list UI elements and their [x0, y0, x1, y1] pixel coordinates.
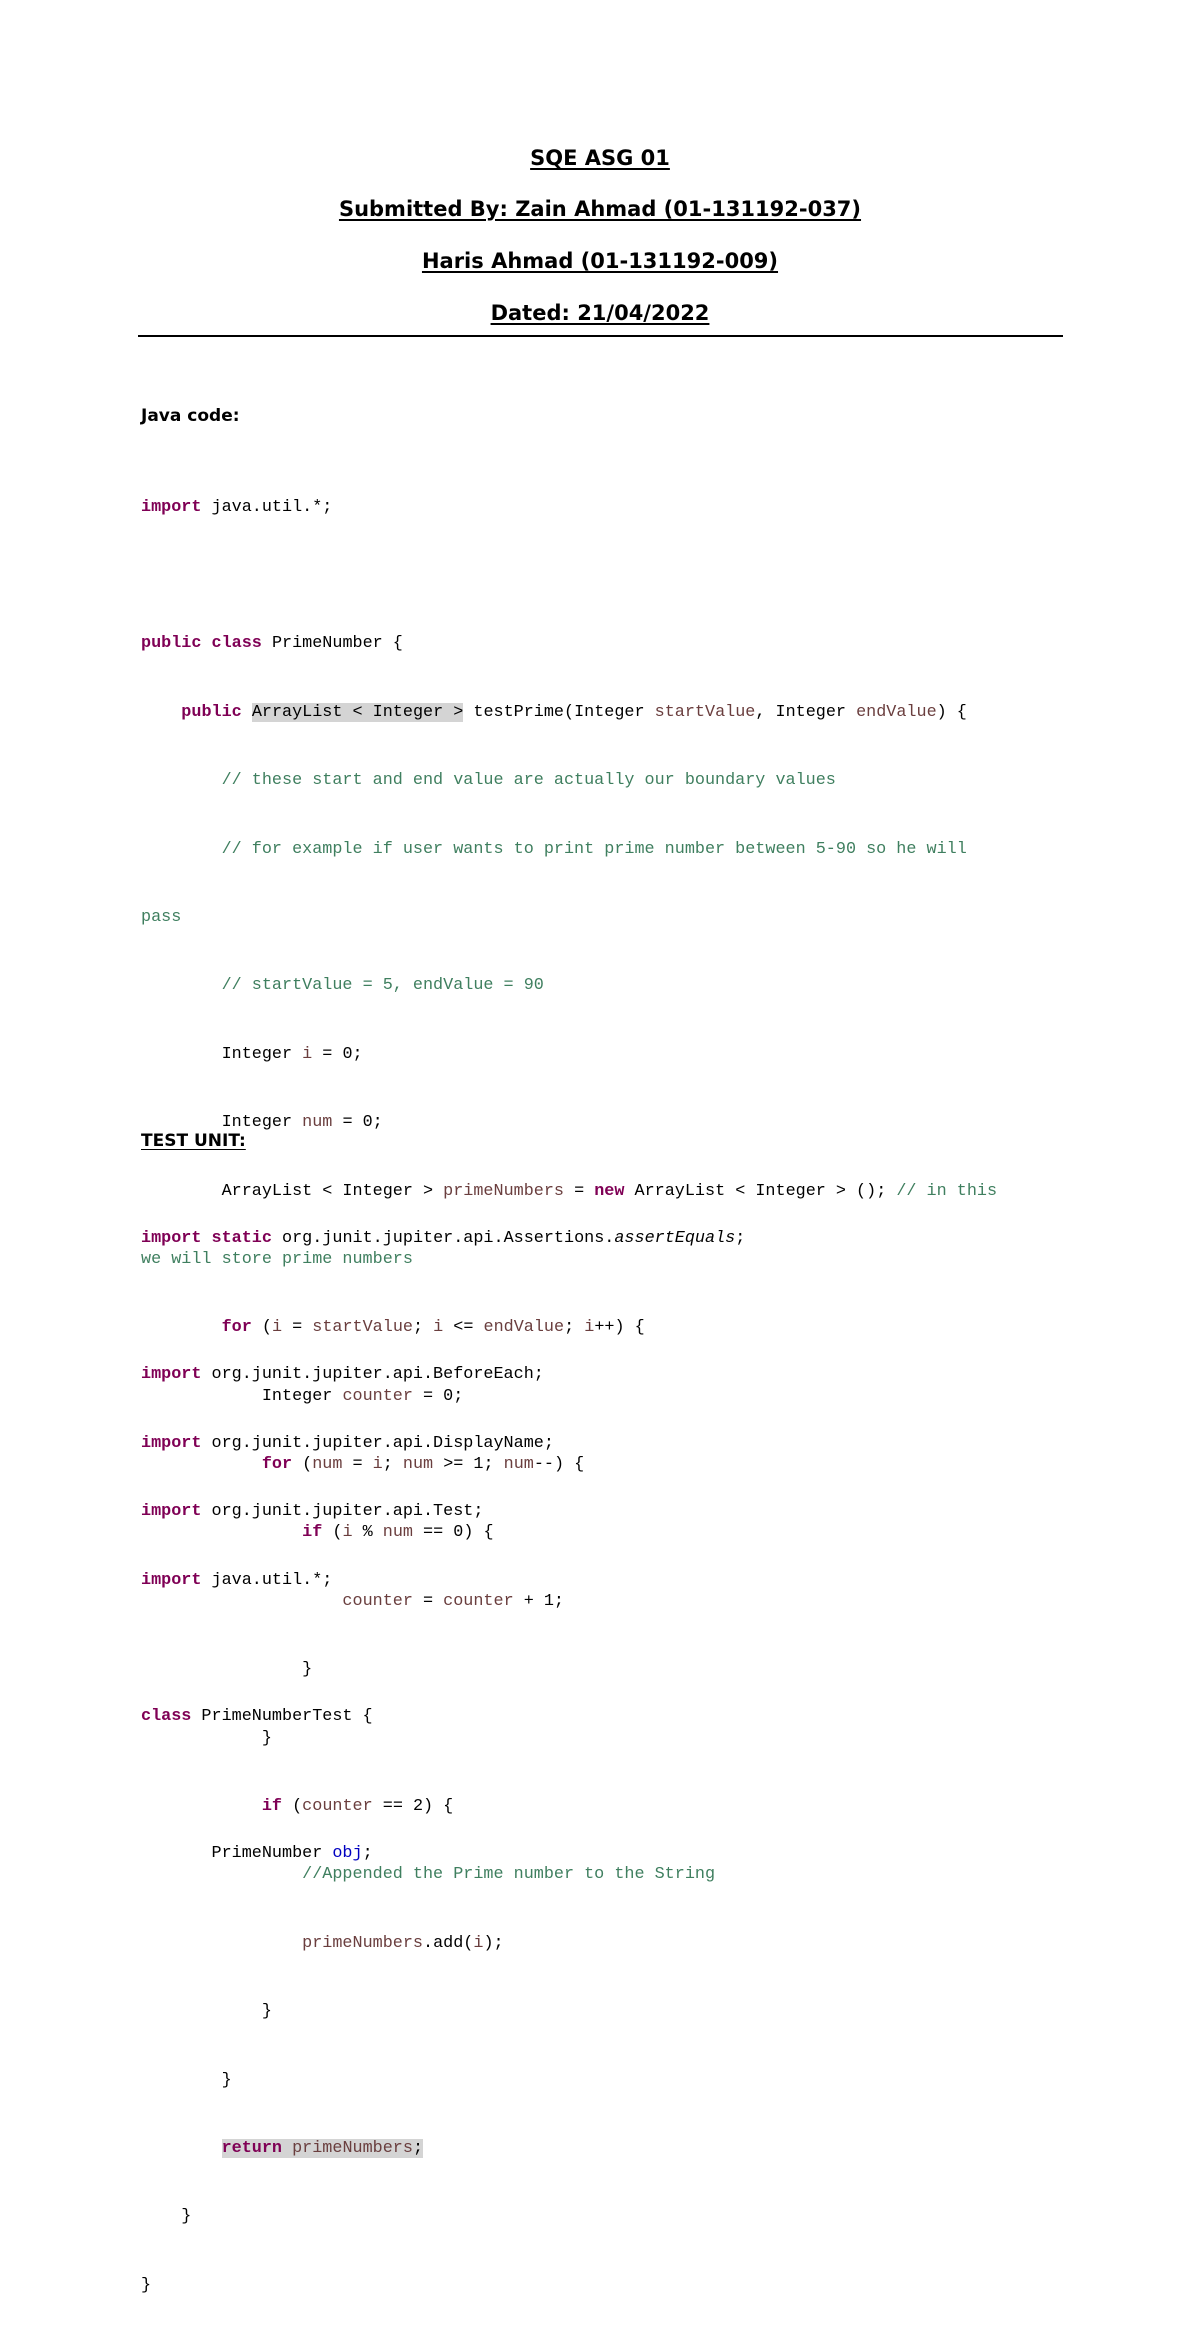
- variable: i: [372, 1455, 383, 1475]
- variable: startValue: [312, 1318, 413, 1338]
- code-text: = 0;: [412, 1386, 464, 1406]
- keyword: import: [141, 1228, 202, 1248]
- variable: endValue: [856, 702, 937, 722]
- code-text: }: [302, 1660, 313, 1680]
- code-text: >= 1;: [433, 1455, 504, 1475]
- code-comment: // these start and end value are actually our boundary values: [221, 771, 836, 791]
- variable: counter: [302, 1797, 373, 1817]
- code-text: org.junit.jupiter.api.DisplayName;: [201, 1433, 554, 1453]
- code-line: [141, 2001, 997, 2024]
- code-line: [141, 2138, 997, 2161]
- code-text: =: [282, 1318, 313, 1338]
- code-text: = 0;: [332, 1113, 383, 1133]
- code-text: org.junit.jupiter.api.BeforeEach;: [201, 1365, 544, 1385]
- header-divider: [138, 335, 1063, 337]
- keyword: for: [221, 1318, 252, 1338]
- variable: primeNumbers: [443, 1181, 564, 1201]
- field-name: obj: [332, 1844, 363, 1864]
- code-line: [141, 975, 997, 998]
- code-line: [141, 1570, 745, 1593]
- code-text: .add(: [423, 1933, 474, 1953]
- code-comment: we will store prime numbers: [141, 1249, 413, 1269]
- code-text: }: [261, 1728, 272, 1748]
- variable: endValue: [483, 1318, 565, 1338]
- code-text: (: [322, 1523, 343, 1543]
- code-text: =: [412, 1591, 444, 1611]
- code-text: Integer: [261, 1386, 343, 1406]
- code-text: =: [342, 1455, 373, 1475]
- keyword: import: [141, 497, 202, 517]
- code-line: [141, 2275, 997, 2298]
- test-code-block: [141, 1182, 745, 1912]
- code-text: + 1;: [513, 1591, 564, 1611]
- variable: num: [302, 1113, 333, 1133]
- code-text: <=: [443, 1318, 484, 1338]
- submitted-by-line: Submitted By: Zain Ahmad (01-131192-037): [338, 197, 862, 221]
- code-text: Integer: [221, 1113, 303, 1133]
- keyword: import: [141, 1502, 202, 1522]
- code-line: [141, 1638, 745, 1661]
- code-text: }: [181, 2207, 192, 2227]
- code-text: PrimeNumber {: [261, 634, 403, 654]
- code-line: [141, 702, 997, 725]
- test-unit-heading: TEST UNIT:: [141, 1131, 246, 1151]
- code-line: [141, 907, 997, 930]
- code-text: ;: [412, 1318, 434, 1338]
- keyword: import: [141, 1433, 202, 1453]
- code-line: [141, 1433, 745, 1456]
- code-text: ;: [412, 2138, 424, 2158]
- code-text: == 0) {: [412, 1523, 494, 1543]
- code-text: ;: [362, 1844, 373, 1864]
- keyword: class: [141, 1707, 192, 1727]
- variable: num: [503, 1455, 534, 1475]
- code-text: %: [352, 1523, 383, 1543]
- code-text: PrimeNumberTest {: [191, 1707, 373, 1727]
- variable: num: [402, 1455, 434, 1475]
- code-line: [141, 633, 997, 656]
- code-text: (: [292, 1455, 313, 1475]
- code-text: ) {: [936, 702, 967, 722]
- code-line: [141, 2070, 997, 2093]
- code-text: }: [221, 2070, 232, 2090]
- code-line: [141, 770, 997, 793]
- variable: num: [382, 1523, 413, 1543]
- code-text: }: [141, 2275, 152, 2295]
- variable: i: [433, 1318, 444, 1338]
- code-line: [141, 565, 997, 588]
- code-text: ArrayList < Integer >: [221, 1181, 444, 1201]
- variable: primeNumbers: [302, 1933, 423, 1953]
- code-line: [141, 497, 997, 520]
- code-text: ArrayList < Integer > ();: [624, 1181, 897, 1201]
- variable: primeNumbers: [282, 2138, 413, 2158]
- code-text: );: [483, 1933, 504, 1953]
- variable: startValue: [654, 702, 756, 722]
- code-text: ;: [382, 1455, 403, 1475]
- code-line: [141, 1706, 745, 1729]
- variable: counter: [342, 1386, 413, 1406]
- code-line: [141, 2206, 997, 2229]
- code-text: ArrayList < Integer >: [251, 702, 464, 722]
- keyword: if: [261, 1797, 283, 1817]
- code-text: }: [261, 2002, 272, 2022]
- keyword: import: [141, 1365, 202, 1385]
- keyword: new: [594, 1181, 625, 1201]
- code-text: org.junit.jupiter.api.Assertions.: [271, 1228, 615, 1248]
- keyword: public: [141, 634, 202, 654]
- code-text: java.util.*;: [201, 497, 333, 517]
- code-text: Integer: [221, 1044, 303, 1064]
- code-text: testPrime(Integer: [463, 702, 655, 722]
- code-line: [141, 1933, 997, 1956]
- code-comment: // in this: [896, 1181, 998, 1201]
- code-text: --) {: [533, 1455, 585, 1475]
- variable: i: [584, 1318, 595, 1338]
- code-line: [141, 1843, 745, 1866]
- code-comment: //Appended the Prime number to the String: [302, 1865, 716, 1885]
- code-text: org.junit.jupiter.api.Test;: [201, 1502, 484, 1522]
- date-line: Dated: 21/04/2022: [490, 301, 710, 325]
- code-text: ;: [735, 1228, 746, 1248]
- code-line: [141, 1296, 745, 1319]
- code-line: [141, 839, 997, 862]
- code-text: assertEquals: [614, 1228, 736, 1248]
- keyword: class: [211, 634, 262, 654]
- java-code-heading: Java code:: [141, 406, 240, 426]
- variable: i: [473, 1933, 484, 1953]
- variable: counter: [342, 1591, 413, 1611]
- keyword: static: [211, 1228, 272, 1248]
- variable: i: [271, 1318, 283, 1338]
- variable: i: [342, 1523, 353, 1543]
- code-text: , Integer: [755, 702, 857, 722]
- keyword: import: [141, 1570, 202, 1590]
- code-line: [141, 1228, 745, 1251]
- variable: num: [312, 1455, 343, 1475]
- second-author-line: Haris Ahmad (01-131192-009): [421, 249, 779, 273]
- code-line: [141, 1044, 997, 1067]
- keyword: for: [261, 1455, 293, 1475]
- code-text: PrimeNumber: [211, 1844, 333, 1864]
- code-text: == 2) {: [372, 1797, 454, 1817]
- code-text: ++) {: [594, 1318, 645, 1338]
- document-title: SQE ASG 01: [530, 146, 670, 170]
- code-text: ;: [564, 1318, 585, 1338]
- code-text: (: [251, 1318, 272, 1338]
- keyword: public: [181, 702, 242, 722]
- code-line: [141, 1112, 997, 1135]
- code-text: java.util.*;: [201, 1570, 333, 1590]
- keyword: return: [221, 2138, 283, 2158]
- code-text: (: [282, 1797, 303, 1817]
- code-comment: pass: [141, 907, 182, 927]
- code-comment: // startValue = 5, endValue = 90: [221, 976, 544, 996]
- code-comment: // for example if user wants to print prime number between 5-90 so he will: [221, 839, 967, 859]
- variable: counter: [443, 1591, 514, 1611]
- code-line: [141, 1775, 745, 1798]
- code-line: [141, 1501, 745, 1524]
- code-text: =: [564, 1181, 595, 1201]
- code-text: = 0;: [312, 1044, 363, 1064]
- code-line: [141, 1364, 745, 1387]
- variable: i: [302, 1044, 313, 1064]
- keyword: if: [302, 1523, 323, 1543]
